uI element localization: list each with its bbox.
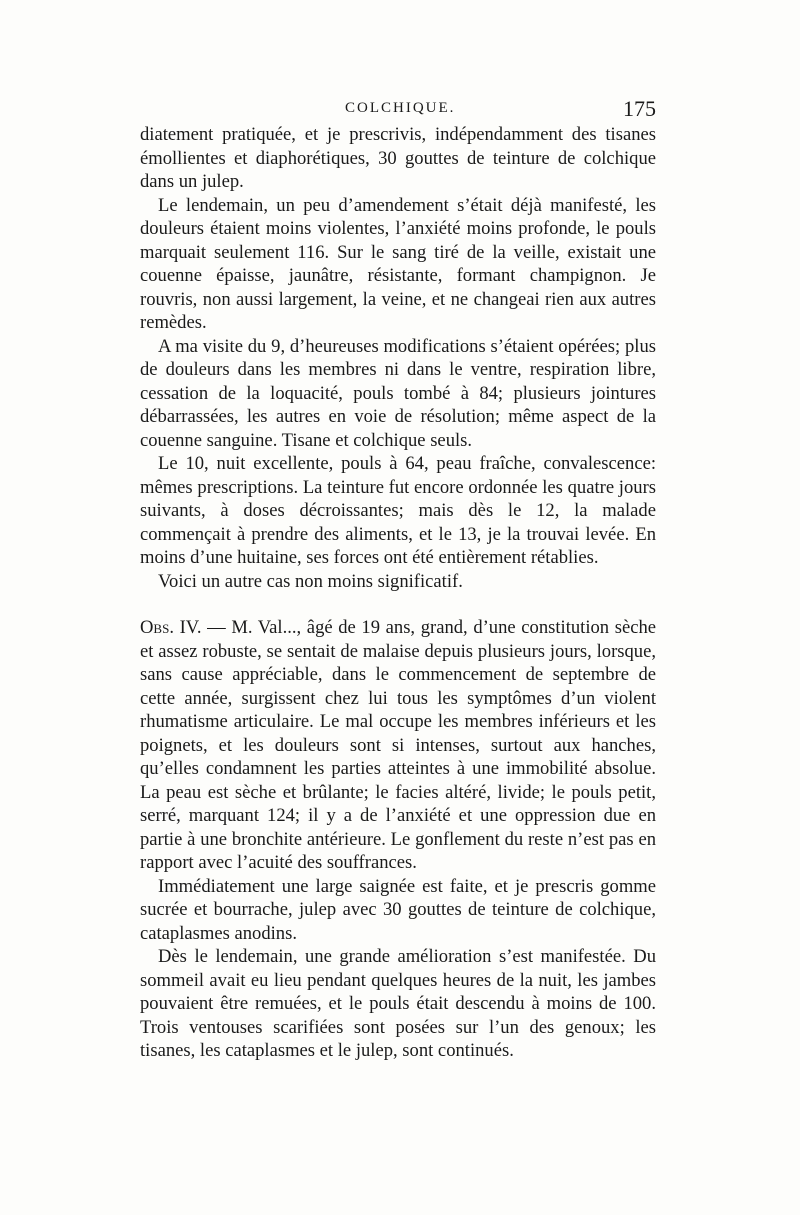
paragraph: Dès le lendemain, une grande amélioration s’est manifestée. Du sommeil avait eu lieu pendant quelques heures de la nuit, les jambes pouvaient être remuées, et le pouls était descendu à moins de 100. Trois ventouses scarifiées sont posées sur l’un des genoux; les tisanes, les cataplasmes et le julep, sont continués. [140,946,656,1061]
paragraph: Immédiatement une large saignée est faite, et je prescris gomme sucrée et bourrache, julep avec 30 gouttes de teinture de colchique, cataplasmes anodins. [140,875,656,944]
observation-text: — M. Val..., âgé de 19 ans, grand, d’une constitution sèche et assez robuste, se sentait de malaise depuis plusieurs jours, lorsque, sans cause appréciable, dans le commencement de septembre de cette année, surgissent chez lui tous les symptômes d’un violent rhumatisme articulaire. Le mal occupe les membres inférieurs et les poignets, et les douleurs sont si intenses, surtout aux hanches, qu’elles condamnent les parties atteintes à une immobilité absolue. La peau est sèche et brûlante; le facies altéré, livide; le pouls petit, serré, marquant 124; il y a de l’anxiété et une oppression due en partie à une bronchite antérieure. Le gonflement du reste n’est pas en rapport avec l’acuité des souffrances. [140,617,656,873]
running-head: COLCHIQUE. [345,100,456,116]
paragraph: diatement pratiquée, et je prescrivis, indépendamment des tisanes émollientes et diaphorétiques, 30 gouttes de teinture de colchique dans un julep. [140,124,656,192]
paragraph: Le lendemain, un peu d’amendement s’était déjà manifesté, les douleurs étaient moins violentes, l’anxiété moins profonde, le pouls marquait seulement 116. Sur le sang tiré de la veille, existait une couenne épaisse, jaunâtre, résistante, formant champignon. Je rouvris, non aussi largement, la veine, et ne changeai rien aux autres remèdes. [140,194,656,333]
observation-label: Obs. IV. [140,617,202,638]
page-number: 175 [623,96,656,121]
paragraph: Voici un autre cas non moins significatif. [158,570,463,592]
observation-paragraph [140,616,656,875]
body-text [140,123,656,1063]
page-header [140,96,656,126]
paragraph: Le 10, nuit excellente, pouls à 64, peau fraîche, convalescence: mêmes prescriptions. La teinture fut encore ordonnée les quatre jours suivants, à doses décroissantes; mais dès le 12, la malade commençait à prendre des aliments, et le 13, je la trouvai levée. En moins d’une huitaine, ses forces ont été entièrement rétablies. [140,453,656,568]
paragraph: A ma visite du 9, d’heureuses modifications s’étaient opérées; plus de douleurs dans les membres ni dans le ventre, respiration libre, cessation de la loquacité, pouls tombé à 84; plusieurs jointures débarrassées, les autres en voie de résolution; même aspect de la couenne sanguine. Tisane et colchique seuls. [140,335,656,451]
